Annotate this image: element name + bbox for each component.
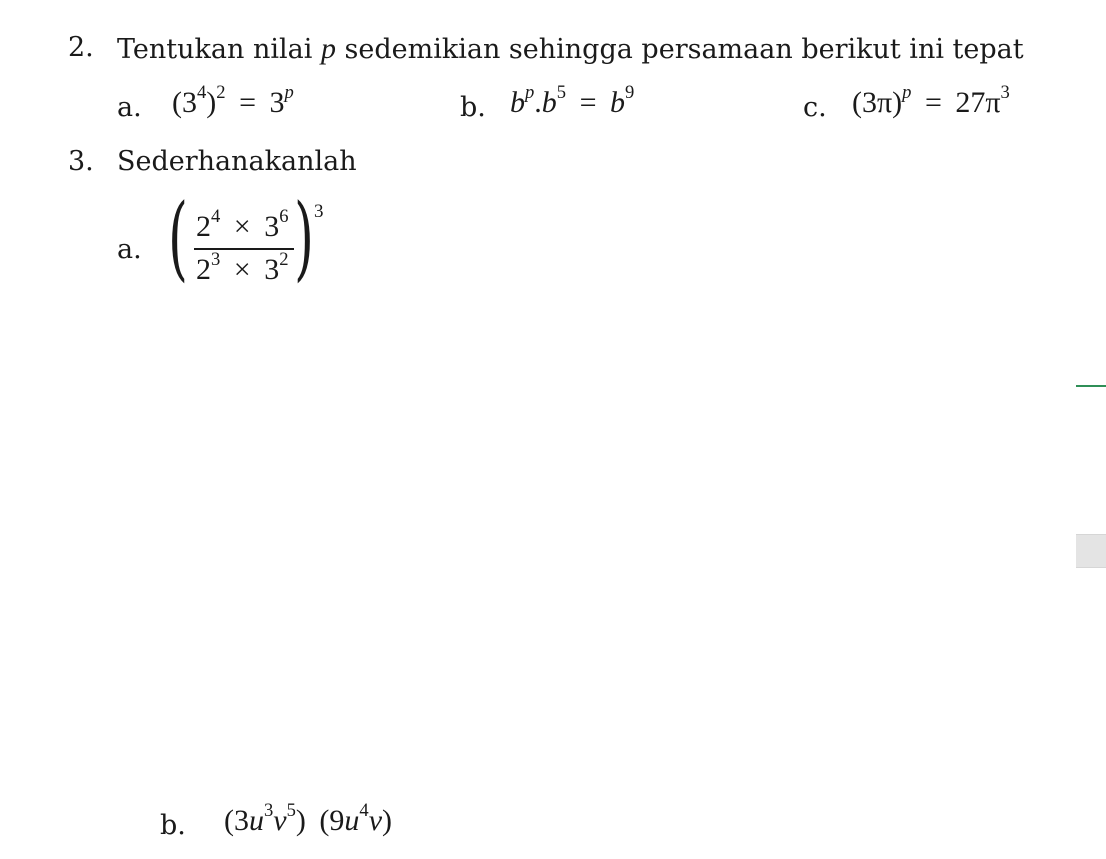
fraction-denominator: $2^3 \times 3^2$ [196,249,289,286]
problem-3b-label: b. [160,810,186,841]
problem-2b-equation: $b^p.b^5 = b^9$ [510,82,635,119]
outer-exponent: 3 [314,201,324,222]
problem-2-text-before: Tentukan nilai [117,34,313,65]
problem-2-text-after: sedemikian sehingga persamaan berikut ini tepat [344,34,1024,65]
problem-3b-expression: $(3u^3v^5)$ $(9u^4v)$ [224,800,393,837]
problem-3a-label: a. [117,234,142,265]
open-paren: ( [168,184,188,291]
problem-3-text: Sederhanakanlah [117,146,357,177]
problem-2a-equation: $(3^4)^2 = 3^p$ [172,82,294,119]
problem-2a-label: a. [117,92,142,123]
fraction-numerator: $2^4 \times 3^6$ [196,206,289,243]
problem-2c-equation: $(3\pi)^p = 27\pi^3$ [852,82,1010,119]
problem-2c-label: c. [803,92,827,123]
problem-2b-label: b. [460,92,486,123]
edge-green-line [1076,385,1106,387]
problem-3a-expression [160,184,340,296]
edge-gray-tab [1076,534,1106,568]
problem-3-number: 3. [68,146,94,177]
problem-2-variable: p [320,32,336,65]
problem-2-text [117,34,1024,64]
problem-2-number: 2. [68,32,94,63]
close-paren: ) [294,184,314,291]
